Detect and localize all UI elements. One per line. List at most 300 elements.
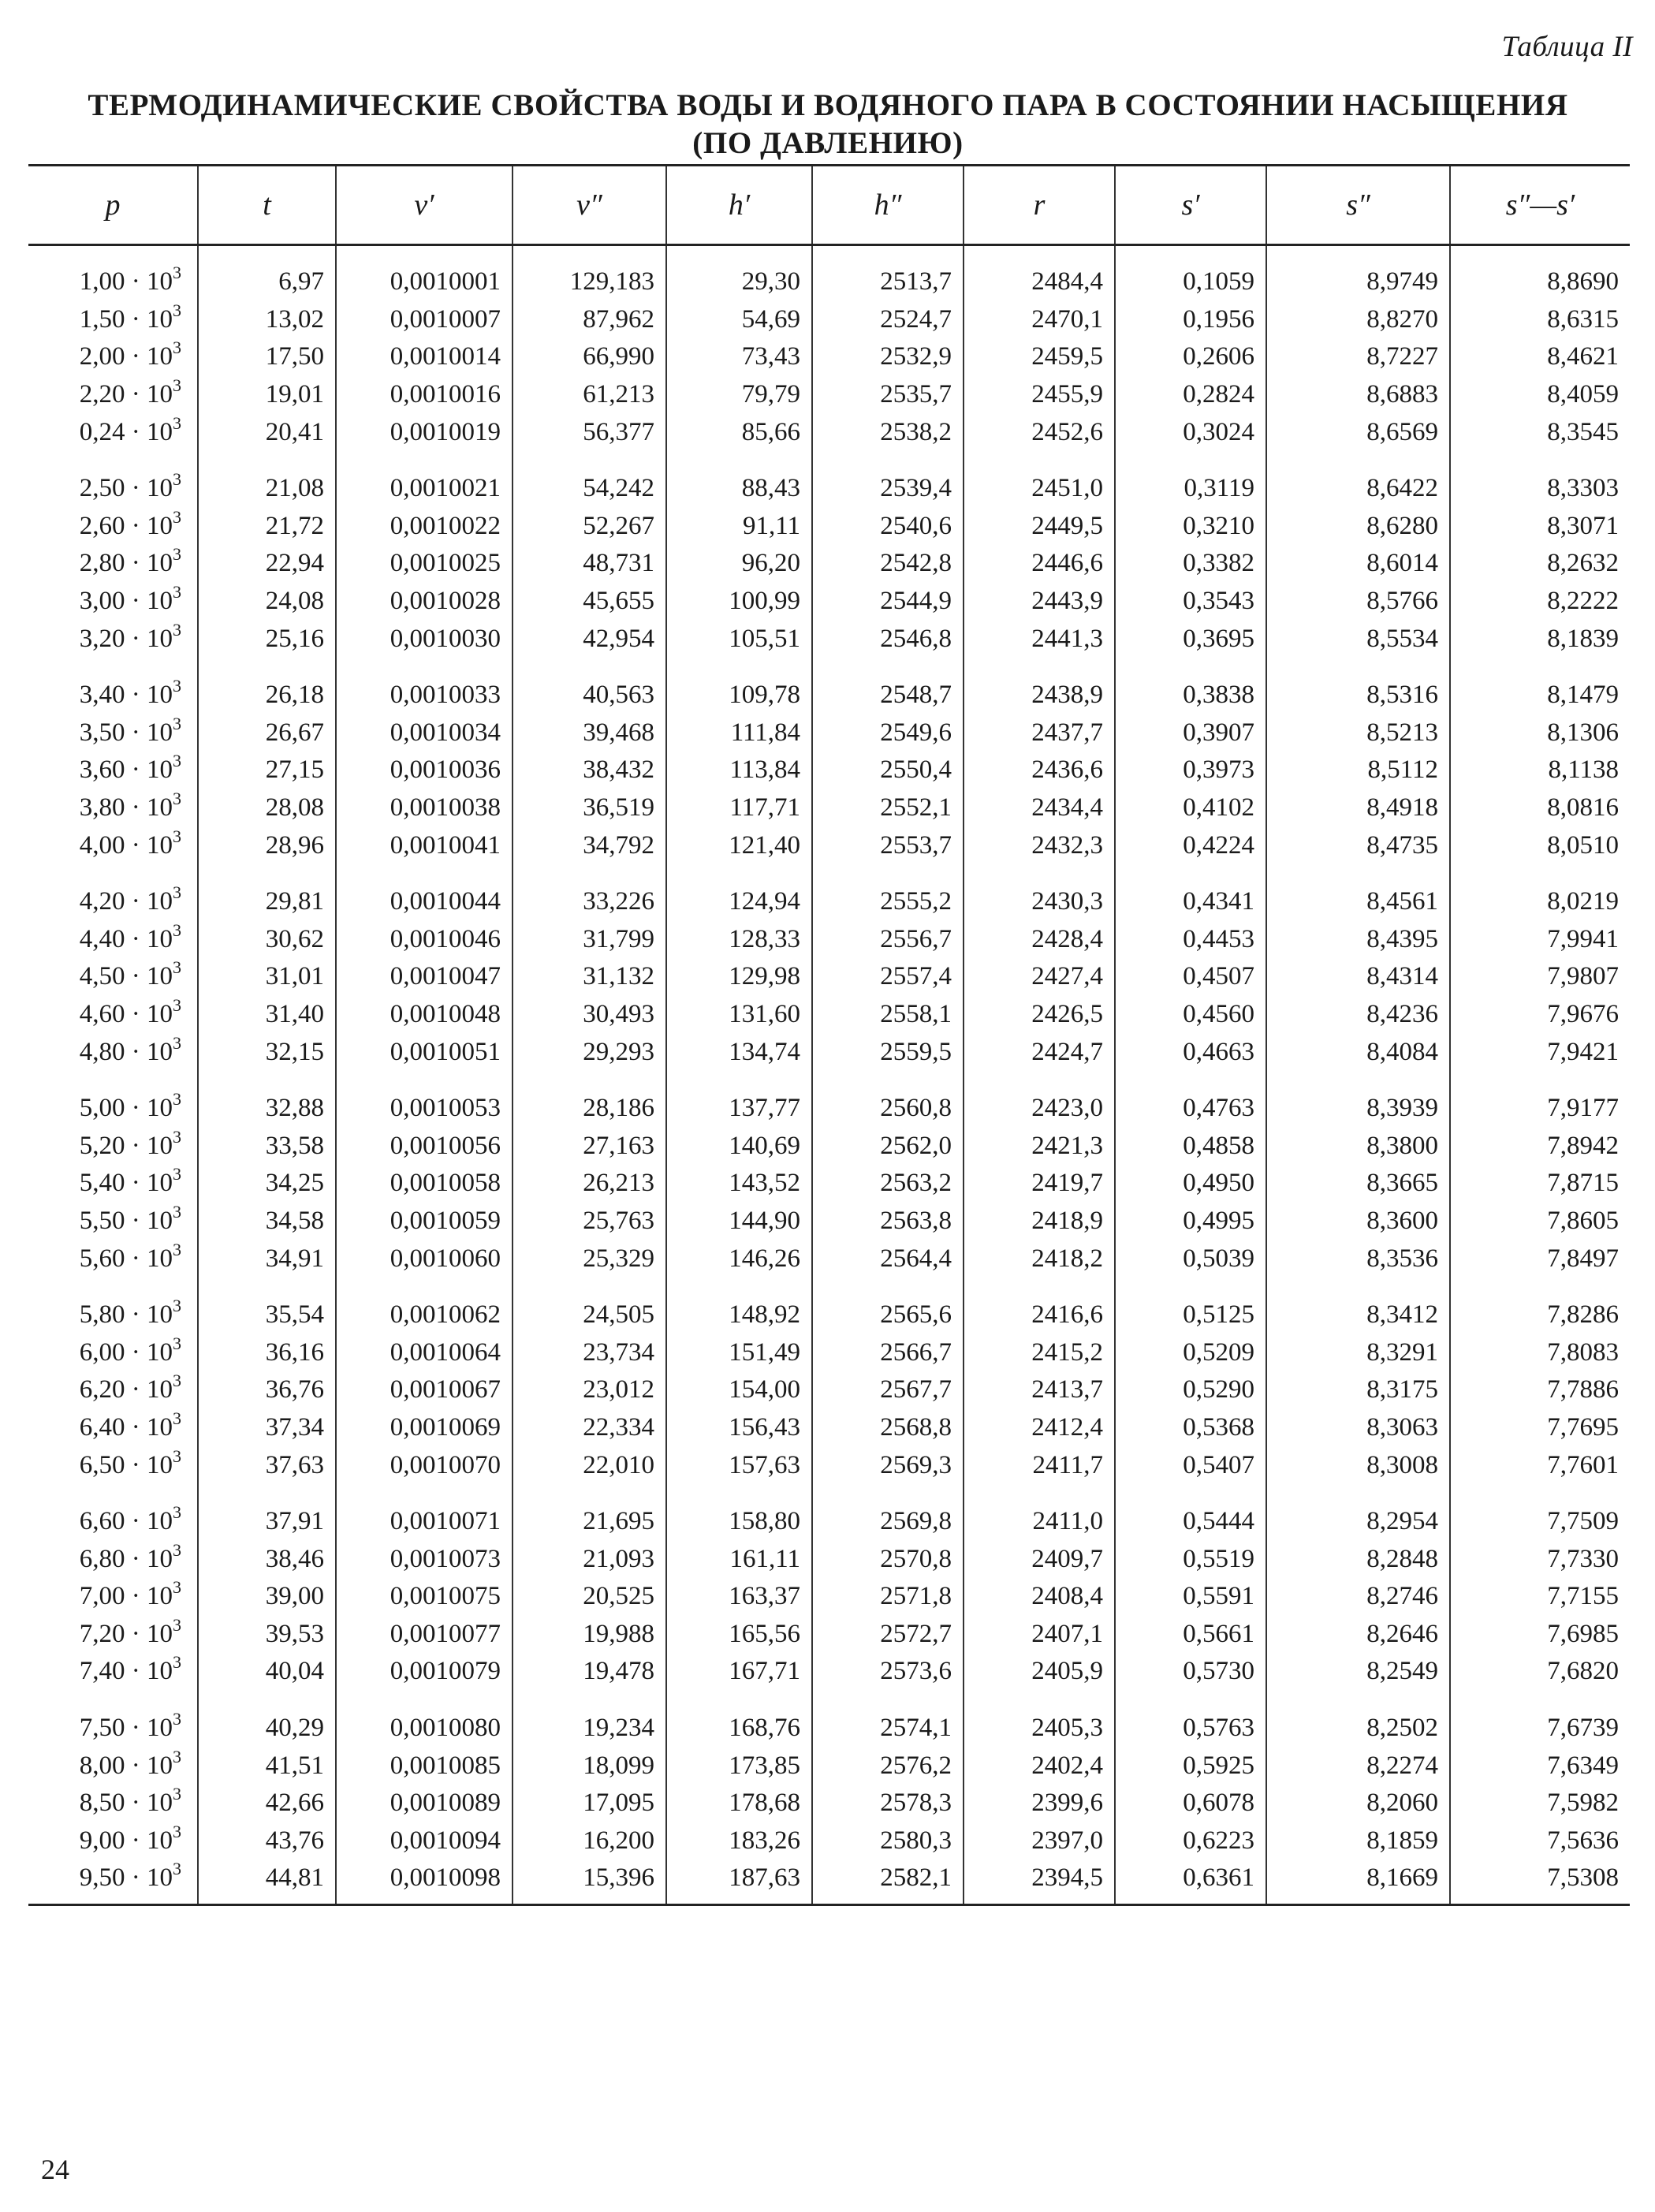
cell-r: 2412,4 bbox=[964, 1409, 1115, 1447]
cell-h1: 129,98 bbox=[666, 958, 812, 996]
cell-v1: 0,0010036 bbox=[336, 752, 513, 789]
cell-ds: 8,3071 bbox=[1450, 508, 1630, 546]
pressure-cell: $3,60 \cdot 10^3$ bbox=[79, 751, 181, 785]
cell-h1: 113,84 bbox=[666, 752, 812, 789]
table-row bbox=[28, 1653, 1630, 1691]
cell-t: 29,81 bbox=[198, 864, 336, 921]
pressure-mantissa: 1,50 bbox=[79, 304, 125, 334]
cell-h2: 2571,8 bbox=[812, 1578, 964, 1616]
pressure-exponent: 3 bbox=[173, 1502, 181, 1523]
pressure-cell: $4,00 \cdot 10^3$ bbox=[79, 826, 181, 860]
table-row bbox=[28, 1409, 1630, 1447]
cell-h1: 121,40 bbox=[666, 826, 812, 864]
cell-v2: 61,213 bbox=[513, 376, 666, 414]
cell-ds: 8,1839 bbox=[1450, 620, 1630, 658]
cell-h1: 161,11 bbox=[666, 1540, 812, 1578]
table-row bbox=[28, 1822, 1630, 1860]
pressure-mantissa: 6,50 bbox=[79, 1450, 125, 1479]
cell-r: 2452,6 bbox=[964, 413, 1115, 451]
cell-h1: 173,85 bbox=[666, 1747, 812, 1785]
cell-s2: 8,3536 bbox=[1266, 1240, 1450, 1278]
cell-s1: 0,4453 bbox=[1115, 921, 1266, 959]
cell-s1: 0,1956 bbox=[1115, 301, 1266, 339]
pressure-cell: $1,50 \cdot 10^3$ bbox=[79, 300, 181, 334]
cell-s2: 8,6280 bbox=[1266, 508, 1450, 546]
cell-t: 13,02 bbox=[198, 301, 336, 339]
cell-s2: 8,8270 bbox=[1266, 301, 1450, 339]
cell-v2: 22,010 bbox=[513, 1446, 666, 1484]
cell-t: 6,97 bbox=[198, 245, 336, 301]
cell-h1: 134,74 bbox=[666, 1033, 812, 1071]
cell-s2: 8,2060 bbox=[1266, 1785, 1450, 1822]
cell-ds: 8,2632 bbox=[1450, 545, 1630, 583]
cell-r: 2430,3 bbox=[964, 864, 1115, 921]
cell-h1: 117,71 bbox=[666, 789, 812, 827]
cell-s2: 8,4561 bbox=[1266, 864, 1450, 921]
cell-v2: 31,132 bbox=[513, 958, 666, 996]
cell-h1: 168,76 bbox=[666, 1691, 812, 1748]
cell-h1: 79,79 bbox=[666, 376, 812, 414]
cell-s2: 8,5766 bbox=[1266, 583, 1450, 621]
table-row bbox=[28, 620, 1630, 658]
table-row bbox=[28, 245, 1630, 301]
pressure-exponent: 3 bbox=[173, 1296, 181, 1316]
cell-s1: 0,4224 bbox=[1115, 826, 1266, 864]
cell-v1: 0,0010034 bbox=[336, 714, 513, 752]
cell-s1: 0,4102 bbox=[1115, 789, 1266, 827]
cell-v1: 0,0010060 bbox=[336, 1240, 513, 1278]
cell-s1: 0,5925 bbox=[1115, 1747, 1266, 1785]
cell-s2: 8,6014 bbox=[1266, 545, 1450, 583]
cell-r: 2402,4 bbox=[964, 1747, 1115, 1785]
cell-h2: 2552,1 bbox=[812, 789, 964, 827]
cell-h2: 2576,2 bbox=[812, 1747, 964, 1785]
cell-s2: 8,2502 bbox=[1266, 1691, 1450, 1748]
cell-ds: 7,5636 bbox=[1450, 1822, 1630, 1860]
pressure-exponent: 3 bbox=[173, 263, 181, 283]
pressure-exponent: 3 bbox=[173, 582, 181, 602]
cell-ds: 8,0219 bbox=[1450, 864, 1630, 921]
cell-s1: 0,5039 bbox=[1115, 1240, 1266, 1278]
cell-ds: 8,1306 bbox=[1450, 714, 1630, 752]
pressure-mantissa: 5,20 bbox=[79, 1131, 125, 1160]
cell-ds: 7,9941 bbox=[1450, 921, 1630, 959]
cell-t: 31,40 bbox=[198, 996, 336, 1034]
cell-r: 2394,5 bbox=[964, 1859, 1115, 1904]
pressure-exponent: 3 bbox=[173, 1371, 181, 1391]
cell-t: 19,01 bbox=[198, 376, 336, 414]
cell-s1: 0,5290 bbox=[1115, 1371, 1266, 1409]
cell-t: 32,15 bbox=[198, 1033, 336, 1071]
pressure-mantissa: 3,40 bbox=[79, 681, 125, 710]
pressure-mantissa: 9,50 bbox=[79, 1863, 125, 1893]
cell-h2: 2572,7 bbox=[812, 1616, 964, 1654]
cell-v1: 0,0010053 bbox=[336, 1071, 513, 1128]
cell-h2: 2562,0 bbox=[812, 1127, 964, 1165]
cell-t: 37,34 bbox=[198, 1409, 336, 1447]
cell-v1: 0,0010051 bbox=[336, 1033, 513, 1071]
pressure-cell: $9,00 \cdot 10^3$ bbox=[79, 1821, 181, 1855]
cell-s1: 0,5763 bbox=[1115, 1691, 1266, 1748]
cell-s2: 8,3600 bbox=[1266, 1203, 1450, 1240]
cell-t: 40,29 bbox=[198, 1691, 336, 1748]
cell-ds: 8,0816 bbox=[1450, 789, 1630, 827]
cell-h1: 29,30 bbox=[666, 245, 812, 301]
cell-v2: 19,988 bbox=[513, 1616, 666, 1654]
pressure-mantissa: 5,50 bbox=[79, 1206, 125, 1235]
pressure-mantissa: 3,50 bbox=[79, 718, 125, 747]
cell-r: 2441,3 bbox=[964, 620, 1115, 658]
cell-v1: 0,0010069 bbox=[336, 1409, 513, 1447]
cell-r: 2424,7 bbox=[964, 1033, 1115, 1071]
table-row bbox=[28, 413, 1630, 451]
table-row bbox=[28, 1540, 1630, 1578]
cell-h2: 2556,7 bbox=[812, 921, 964, 959]
cell-h2: 2568,8 bbox=[812, 1409, 964, 1447]
cell-v2: 24,505 bbox=[513, 1278, 666, 1334]
cell-r: 2484,4 bbox=[964, 245, 1115, 301]
cell-v1: 0,0010085 bbox=[336, 1747, 513, 1785]
cell-v2: 42,954 bbox=[513, 620, 666, 658]
cell-h2: 2524,7 bbox=[812, 301, 964, 339]
column-header: h′ bbox=[666, 166, 812, 245]
pressure-cell: $5,40 \cdot 10^3$ bbox=[79, 1164, 181, 1198]
cell-h1: 167,71 bbox=[666, 1653, 812, 1691]
cell-s1: 0,3119 bbox=[1115, 451, 1266, 508]
cell-h1: 165,56 bbox=[666, 1616, 812, 1654]
pressure-mantissa: 6,80 bbox=[79, 1544, 125, 1573]
cell-v2: 16,200 bbox=[513, 1822, 666, 1860]
cell-h2: 2566,7 bbox=[812, 1334, 964, 1371]
cell-t: 28,08 bbox=[198, 789, 336, 827]
column-header: v′ bbox=[336, 166, 513, 245]
pressure-cell: $2,00 \cdot 10^3$ bbox=[79, 338, 181, 371]
cell-s2: 8,3008 bbox=[1266, 1446, 1450, 1484]
cell-t: 22,94 bbox=[198, 545, 336, 583]
column-header: t bbox=[198, 166, 336, 245]
cell-s2: 8,3291 bbox=[1266, 1334, 1450, 1371]
pressure-exponent: 3 bbox=[173, 1333, 181, 1353]
pressure-exponent: 3 bbox=[173, 919, 181, 940]
pressure-mantissa: 5,40 bbox=[79, 1169, 125, 1198]
pressure-cell: $3,40 \cdot 10^3$ bbox=[79, 676, 181, 710]
cell-ds: 8,3545 bbox=[1450, 413, 1630, 451]
cell-t: 27,15 bbox=[198, 752, 336, 789]
table-row bbox=[28, 545, 1630, 583]
cell-s1: 0,3382 bbox=[1115, 545, 1266, 583]
pressure-exponent: 3 bbox=[173, 1652, 181, 1673]
cell-s1: 0,5209 bbox=[1115, 1334, 1266, 1371]
cell-r: 2446,6 bbox=[964, 545, 1115, 583]
table-row bbox=[28, 1859, 1630, 1904]
cell-h2: 2550,4 bbox=[812, 752, 964, 789]
cell-ds: 8,3303 bbox=[1450, 451, 1630, 508]
cell-s1: 0,1059 bbox=[1115, 245, 1266, 301]
pressure-cell: $7,00 \cdot 10^3$ bbox=[79, 1577, 181, 1611]
pressure-exponent: 3 bbox=[173, 619, 181, 640]
cell-v1: 0,0010079 bbox=[336, 1653, 513, 1691]
table-row bbox=[28, 1203, 1630, 1240]
pressure-mantissa: 7,20 bbox=[79, 1619, 125, 1648]
cell-s1: 0,4950 bbox=[1115, 1165, 1266, 1203]
cell-ds: 7,8497 bbox=[1450, 1240, 1630, 1278]
pressure-cell: $3,20 \cdot 10^3$ bbox=[79, 619, 181, 653]
cell-s2: 8,4918 bbox=[1266, 789, 1450, 827]
table-row bbox=[28, 1785, 1630, 1822]
pressure-exponent: 3 bbox=[173, 789, 181, 809]
cell-t: 25,16 bbox=[198, 620, 336, 658]
cell-ds: 8,2222 bbox=[1450, 583, 1630, 621]
cell-s1: 0,5407 bbox=[1115, 1446, 1266, 1484]
cell-h2: 2578,3 bbox=[812, 1785, 964, 1822]
cell-ds: 8,6315 bbox=[1450, 301, 1630, 339]
cell-ds: 7,8286 bbox=[1450, 1278, 1630, 1334]
pressure-cell: $5,50 \cdot 10^3$ bbox=[79, 1201, 181, 1235]
cell-r: 2397,0 bbox=[964, 1822, 1115, 1860]
cell-s1: 0,3907 bbox=[1115, 714, 1266, 752]
cell-r: 2408,4 bbox=[964, 1578, 1115, 1616]
cell-s1: 0,4858 bbox=[1115, 1127, 1266, 1165]
pressure-mantissa: 9,00 bbox=[79, 1826, 125, 1855]
pressure-exponent: 3 bbox=[173, 1784, 181, 1804]
cell-v1: 0,0010019 bbox=[336, 413, 513, 451]
cell-h2: 2539,4 bbox=[812, 451, 964, 508]
pressure-exponent: 3 bbox=[173, 957, 181, 978]
table-header-row bbox=[28, 166, 1630, 245]
pressure-cell: $2,80 \cdot 10^3$ bbox=[79, 544, 181, 578]
pressure-mantissa: 8,00 bbox=[79, 1751, 125, 1780]
cell-v2: 48,731 bbox=[513, 545, 666, 583]
cell-r: 2399,6 bbox=[964, 1785, 1115, 1822]
pressure-exponent: 3 bbox=[173, 1746, 181, 1766]
cell-r: 2421,3 bbox=[964, 1127, 1115, 1165]
table-row bbox=[28, 1071, 1630, 1128]
cell-v1: 0,0010007 bbox=[336, 301, 513, 339]
pressure-exponent: 3 bbox=[173, 1408, 181, 1428]
cell-s2: 8,3800 bbox=[1266, 1127, 1450, 1165]
cell-h1: 156,43 bbox=[666, 1409, 812, 1447]
cell-s1: 0,2824 bbox=[1115, 376, 1266, 414]
cell-ds: 7,5308 bbox=[1450, 1859, 1630, 1904]
cell-r: 2405,3 bbox=[964, 1691, 1115, 1748]
cell-h1: 148,92 bbox=[666, 1278, 812, 1334]
table-row bbox=[28, 451, 1630, 508]
cell-h1: 178,68 bbox=[666, 1785, 812, 1822]
cell-h1: 154,00 bbox=[666, 1371, 812, 1409]
cell-t: 21,08 bbox=[198, 451, 336, 508]
pressure-exponent: 3 bbox=[173, 1709, 181, 1729]
table-row bbox=[28, 1371, 1630, 1409]
cell-r: 2405,9 bbox=[964, 1653, 1115, 1691]
pressure-exponent: 3 bbox=[173, 1201, 181, 1222]
cell-h2: 2573,6 bbox=[812, 1653, 964, 1691]
pressure-mantissa: 4,80 bbox=[79, 1037, 125, 1066]
pressure-exponent: 3 bbox=[173, 506, 181, 527]
pressure-mantissa: 3,60 bbox=[79, 755, 125, 785]
cell-v2: 36,519 bbox=[513, 789, 666, 827]
pressure-cell: $6,00 \cdot 10^3$ bbox=[79, 1333, 181, 1367]
cell-v2: 23,012 bbox=[513, 1371, 666, 1409]
cell-s1: 0,6078 bbox=[1115, 1785, 1266, 1822]
cell-h1: 157,63 bbox=[666, 1446, 812, 1484]
cell-s1: 0,4560 bbox=[1115, 996, 1266, 1034]
cell-s1: 0,5444 bbox=[1115, 1484, 1266, 1541]
cell-v2: 18,099 bbox=[513, 1747, 666, 1785]
cell-t: 42,66 bbox=[198, 1785, 336, 1822]
cell-h1: 105,51 bbox=[666, 620, 812, 658]
cell-r: 2411,7 bbox=[964, 1446, 1115, 1484]
cell-v2: 21,695 bbox=[513, 1484, 666, 1541]
cell-h1: 88,43 bbox=[666, 451, 812, 508]
cell-h2: 2569,8 bbox=[812, 1484, 964, 1541]
cell-v1: 0,0010071 bbox=[336, 1484, 513, 1541]
pressure-exponent: 3 bbox=[173, 412, 181, 433]
cell-ds: 7,7601 bbox=[1450, 1446, 1630, 1484]
table-row bbox=[28, 864, 1630, 921]
cell-v1: 0,0010089 bbox=[336, 1785, 513, 1822]
pressure-exponent: 3 bbox=[173, 826, 181, 846]
cell-s2: 8,3412 bbox=[1266, 1278, 1450, 1334]
cell-r: 2415,2 bbox=[964, 1334, 1115, 1371]
pressure-mantissa: 6,40 bbox=[79, 1412, 125, 1442]
pressure-mantissa: 5,00 bbox=[79, 1094, 125, 1123]
cell-v1: 0,0010021 bbox=[336, 451, 513, 508]
pressure-cell: $3,80 \cdot 10^3$ bbox=[79, 789, 181, 823]
cell-h2: 2540,6 bbox=[812, 508, 964, 546]
cell-ds: 7,8715 bbox=[1450, 1165, 1630, 1203]
pressure-cell: $0,24 \cdot 10^3$ bbox=[79, 412, 181, 446]
cell-t: 26,67 bbox=[198, 714, 336, 752]
table-row bbox=[28, 1747, 1630, 1785]
cell-h2: 2580,3 bbox=[812, 1822, 964, 1860]
cell-s1: 0,4507 bbox=[1115, 958, 1266, 996]
cell-v1: 0,0010014 bbox=[336, 338, 513, 376]
cell-s2: 8,3665 bbox=[1266, 1165, 1450, 1203]
table-row bbox=[28, 1127, 1630, 1165]
pressure-cell: $5,20 \cdot 10^3$ bbox=[79, 1126, 181, 1160]
cell-h2: 2569,3 bbox=[812, 1446, 964, 1484]
table-row bbox=[28, 1165, 1630, 1203]
cell-v2: 19,478 bbox=[513, 1653, 666, 1691]
cell-v1: 0,0010047 bbox=[336, 958, 513, 996]
table-row bbox=[28, 1446, 1630, 1484]
pressure-cell: $4,60 \cdot 10^3$ bbox=[79, 994, 181, 1028]
cell-h2: 2557,4 bbox=[812, 958, 964, 996]
pressure-cell: $5,80 \cdot 10^3$ bbox=[79, 1296, 181, 1330]
cell-s1: 0,5730 bbox=[1115, 1653, 1266, 1691]
cell-v2: 30,493 bbox=[513, 996, 666, 1034]
pressure-mantissa: 8,50 bbox=[79, 1789, 125, 1818]
cell-v1: 0,0010022 bbox=[336, 508, 513, 546]
cell-s1: 0,4763 bbox=[1115, 1071, 1266, 1128]
pressure-exponent: 3 bbox=[173, 751, 181, 771]
cell-ds: 8,1479 bbox=[1450, 658, 1630, 714]
pressure-mantissa: 6,00 bbox=[79, 1337, 125, 1367]
cell-v1: 0,0010059 bbox=[336, 1203, 513, 1240]
cell-s2: 8,1669 bbox=[1266, 1859, 1450, 1904]
cell-h2: 2535,7 bbox=[812, 376, 964, 414]
table-row bbox=[28, 376, 1630, 414]
cell-r: 2407,1 bbox=[964, 1616, 1115, 1654]
cell-v1: 0,0010030 bbox=[336, 620, 513, 658]
cell-s2: 8,4735 bbox=[1266, 826, 1450, 864]
cell-ds: 8,0510 bbox=[1450, 826, 1630, 864]
table-row bbox=[28, 1033, 1630, 1071]
pressure-exponent: 3 bbox=[173, 1859, 181, 1879]
cell-v2: 17,095 bbox=[513, 1785, 666, 1822]
cell-v2: 40,563 bbox=[513, 658, 666, 714]
pressure-mantissa: 0,24 bbox=[79, 417, 125, 446]
cell-r: 2419,7 bbox=[964, 1165, 1115, 1203]
page-number: 24 bbox=[41, 2154, 69, 2185]
cell-h2: 2542,8 bbox=[812, 545, 964, 583]
cell-r: 2416,6 bbox=[964, 1278, 1115, 1334]
cell-h2: 2553,7 bbox=[812, 826, 964, 864]
pressure-cell: $7,50 \cdot 10^3$ bbox=[79, 1709, 181, 1743]
cell-t: 21,72 bbox=[198, 508, 336, 546]
cell-t: 41,51 bbox=[198, 1747, 336, 1785]
cell-s2: 8,5213 bbox=[1266, 714, 1450, 752]
pressure-cell: $4,80 \cdot 10^3$ bbox=[79, 1032, 181, 1066]
cell-r: 2423,0 bbox=[964, 1071, 1115, 1128]
cell-h1: 109,78 bbox=[666, 658, 812, 714]
pressure-exponent: 3 bbox=[173, 1239, 181, 1259]
cell-r: 2427,4 bbox=[964, 958, 1115, 996]
cell-v1: 0,0010016 bbox=[336, 376, 513, 414]
pressure-cell: $4,50 \cdot 10^3$ bbox=[79, 957, 181, 991]
pressure-exponent: 3 bbox=[173, 300, 181, 320]
cell-s1: 0,4663 bbox=[1115, 1033, 1266, 1071]
cell-v1: 0,0010064 bbox=[336, 1334, 513, 1371]
cell-h2: 2574,1 bbox=[812, 1691, 964, 1748]
cell-t: 33,58 bbox=[198, 1127, 336, 1165]
pressure-cell: $7,20 \cdot 10^3$ bbox=[79, 1614, 181, 1648]
cell-t: 37,91 bbox=[198, 1484, 336, 1541]
cell-h2: 2555,2 bbox=[812, 864, 964, 921]
table-row bbox=[28, 714, 1630, 752]
pressure-exponent: 3 bbox=[173, 1821, 181, 1841]
table-row bbox=[28, 1334, 1630, 1371]
pressure-mantissa: 2,80 bbox=[79, 549, 125, 578]
cell-h2: 2549,6 bbox=[812, 714, 964, 752]
cell-h2: 2564,4 bbox=[812, 1240, 964, 1278]
pressure-exponent: 3 bbox=[173, 1032, 181, 1053]
pressure-mantissa: 5,60 bbox=[79, 1244, 125, 1273]
cell-ds: 8,1138 bbox=[1450, 752, 1630, 789]
cell-r: 2418,2 bbox=[964, 1240, 1115, 1278]
cell-ds: 8,8690 bbox=[1450, 245, 1630, 301]
pressure-cell: $7,40 \cdot 10^3$ bbox=[79, 1652, 181, 1686]
cell-v2: 23,734 bbox=[513, 1334, 666, 1371]
pressure-cell: $8,00 \cdot 10^3$ bbox=[79, 1746, 181, 1780]
cell-s1: 0,4995 bbox=[1115, 1203, 1266, 1240]
pressure-exponent: 3 bbox=[173, 338, 181, 358]
cell-s1: 0,3973 bbox=[1115, 752, 1266, 789]
table-row bbox=[28, 1484, 1630, 1541]
pressure-mantissa: 3,80 bbox=[79, 793, 125, 823]
cell-v1: 0,0010056 bbox=[336, 1127, 513, 1165]
pressure-mantissa: 4,00 bbox=[79, 830, 125, 860]
table-row bbox=[28, 1240, 1630, 1278]
cell-ds: 7,6820 bbox=[1450, 1653, 1630, 1691]
cell-s1: 0,5125 bbox=[1115, 1278, 1266, 1334]
cell-r: 2413,7 bbox=[964, 1371, 1115, 1409]
pressure-exponent: 3 bbox=[173, 1577, 181, 1598]
table-label: Таблица II bbox=[1501, 31, 1633, 63]
cell-h1: 158,80 bbox=[666, 1484, 812, 1541]
cell-t: 43,76 bbox=[198, 1822, 336, 1860]
cell-r: 2411,0 bbox=[964, 1484, 1115, 1541]
